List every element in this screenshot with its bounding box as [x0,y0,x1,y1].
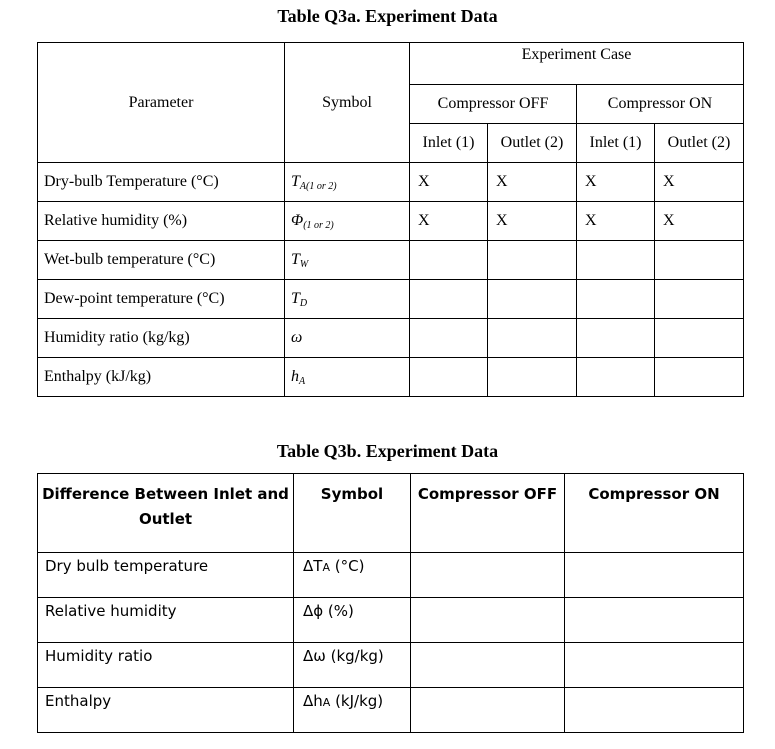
header-compressor-on: Compressor ON [577,85,744,124]
table-row [38,358,744,397]
symbol-cell [285,163,410,202]
compressor-on-cell [565,553,744,598]
table-row [38,241,744,280]
symbol-subscript: W [299,258,309,270]
symbol-part: A [322,696,331,709]
difference-label-cell: Enthalpy [38,688,294,733]
data-cell [488,241,577,280]
symbol-part: A [322,561,330,574]
data-cell [577,358,655,397]
compressor-on-cell [565,688,744,733]
delta-symbol-cell [294,553,411,598]
table-row [38,598,744,643]
symbol-subscript: D [299,297,308,309]
compressor-on-cell [565,598,744,643]
symbol-subscript: A(1 or 2) [299,180,337,192]
table-row [38,553,744,598]
symbol-part: (°C) [329,557,365,575]
data-cell [655,280,744,319]
symbol-main: Φ [291,211,304,229]
header-off-inlet: Inlet (1) [410,124,488,163]
data-cell: X [655,202,744,241]
symbol-part: (%) [323,602,354,620]
compressor-off-cell [411,553,565,598]
header-on-outlet: Outlet (2) [655,124,744,163]
symbol-main: ω [291,328,303,346]
data-cell: X [488,202,577,241]
data-cell: X [655,163,744,202]
symbol-subscript: (1 or 2) [303,219,334,231]
symbol-main: T [291,172,300,190]
table-b-title: Table Q3b. Experiment Data [276,441,499,461]
symbol-main: T [291,250,300,268]
data-cell [577,319,655,358]
difference-label-cell: Dry bulb temperature [38,553,294,598]
experiment-data-table-b [37,473,744,733]
data-cell [577,280,655,319]
header-on-inlet: Inlet (1) [577,124,655,163]
data-cell: X [577,163,655,202]
compressor-off-cell [411,643,565,688]
header-symbol: Symbol [285,43,410,163]
difference-label-cell: Relative humidity [38,598,294,643]
data-cell [410,319,488,358]
delta-symbol-cell [294,598,411,643]
data-cell [655,358,744,397]
data-cell [488,358,577,397]
table-row [38,163,744,202]
header-compressor-off: Compressor OFF [410,85,577,124]
experiment-data-table-a [37,42,744,397]
symbol-part: Δϕ [303,602,324,620]
data-cell [410,241,488,280]
data-cell [655,319,744,358]
data-cell: X [410,202,488,241]
data-cell: X [410,163,488,202]
data-cell: X [488,163,577,202]
parameter-cell: Humidity ratio (kg/kg) [38,319,285,358]
table-a-title: Table Q3a. Experiment Data [277,6,498,26]
compressor-off-cell [411,688,565,733]
table-row [38,688,744,733]
header-difference: Difference Between Inlet and Outlet [38,474,294,553]
data-cell [410,280,488,319]
delta-symbol-cell [294,643,411,688]
symbol-part: ΔT [303,557,323,575]
symbol-cell [285,202,410,241]
header-experiment-case: Experiment Case [410,43,744,85]
data-cell: X [577,202,655,241]
symbol-part: Δω [303,647,326,665]
parameter-cell: Dew-point temperature (°C) [38,280,285,319]
header-parameter: Parameter [38,43,285,163]
table-row [38,319,744,358]
data-cell [488,280,577,319]
compressor-off-cell [411,598,565,643]
data-cell [655,241,744,280]
parameter-cell: Wet-bulb temperature (°C) [38,241,285,280]
header-b-compressor-on: Compressor ON [565,474,744,553]
data-cell [488,319,577,358]
header-off-outlet: Outlet (2) [488,124,577,163]
symbol-part: Δh [303,692,323,710]
difference-label-cell: Humidity ratio [38,643,294,688]
symbol-cell [285,241,410,280]
data-cell [577,241,655,280]
symbol-main: h [291,367,299,385]
symbol-cell [285,280,410,319]
symbol-cell [285,319,410,358]
symbol-subscript: A [299,375,306,387]
parameter-cell: Dry-bulb Temperature (°C) [38,163,285,202]
header-b-symbol: Symbol [294,474,411,553]
parameter-cell: Relative humidity (%) [38,202,285,241]
symbol-cell [285,358,410,397]
header-b-compressor-off: Compressor OFF [411,474,565,553]
symbol-main: T [291,289,300,307]
table-row [38,643,744,688]
data-cell [410,358,488,397]
parameter-cell: Enthalpy (kJ/kg) [38,358,285,397]
table-row [38,280,744,319]
symbol-part: (kJ/kg) [330,692,384,710]
symbol-part: (kg/kg) [325,647,384,665]
compressor-on-cell [565,643,744,688]
table-row [38,202,744,241]
delta-symbol-cell [294,688,411,733]
